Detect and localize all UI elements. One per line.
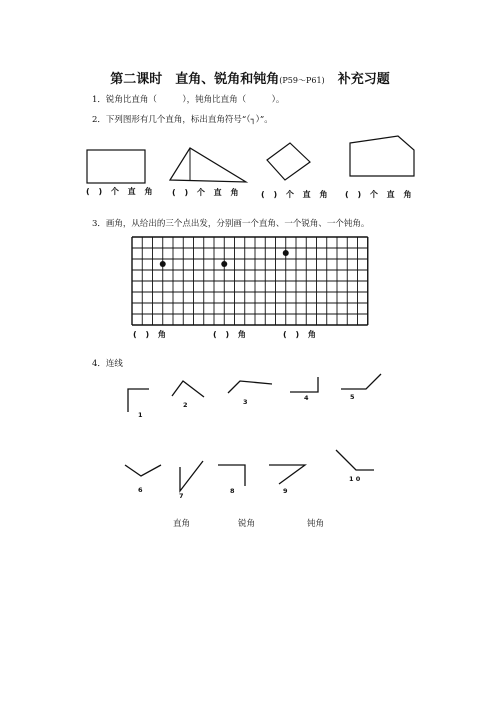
q2-label-square: ( ) 个 直 角 [261,190,331,199]
angle-number-9: 9 [283,487,288,495]
angle-number-8: 8 [230,487,235,495]
angle-5 [341,374,381,389]
q2-label-rectangle: ( ) 个 直 角 [86,187,156,196]
question-2: 2．下列图形有几个直角，标出直角符号“（┐）”。 [92,115,273,125]
title-main: 第二课时 直角、锐角和钝角 [110,72,280,87]
category-acute-angle: 锐角 [238,519,256,529]
q2-label-pentagon: ( ) 个 直 角 [345,190,415,199]
q3-label-2: ( ) 角 [213,330,249,339]
angle-7 [180,461,203,491]
question-1: 1．锐角比直角（ ），钝角比直角（ ）。 [92,95,285,105]
angle-2 [172,381,204,397]
angle-number-10: 1 0 [349,475,361,483]
angle-6 [125,465,161,476]
angle-8 [218,465,245,486]
title-page-range: (P59～P61) [279,76,325,85]
q3-label-3: ( ) 角 [283,330,319,339]
question-4: 4．连线 [92,359,123,369]
angle-1 [128,389,149,412]
category-obtuse-angle: 钝角 [307,519,325,529]
angle-3 [228,381,272,393]
angle-number-4: 4 [304,394,309,402]
angle-number-7: 7 [179,492,184,500]
q2-label-triangle: ( ) 个 直 角 [172,188,242,197]
angle-number-5: 5 [350,393,355,401]
angle-4 [290,377,318,392]
category-right-angle: 直角 [173,519,191,529]
angle-number-6: 6 [138,486,143,494]
angle-number-1: 1 [138,411,143,419]
question-3: 3．画角，从给出的三个点出发，分别画一个直角、一个锐角、一个钝角。 [92,219,370,229]
angle-9 [269,465,305,484]
angle-number-3: 3 [243,398,248,406]
q3-label-1: ( ) 角 [133,330,169,339]
title-suffix: 补充习题 [337,72,390,87]
angle-number-2: 2 [183,401,188,409]
angle-10 [336,450,374,470]
